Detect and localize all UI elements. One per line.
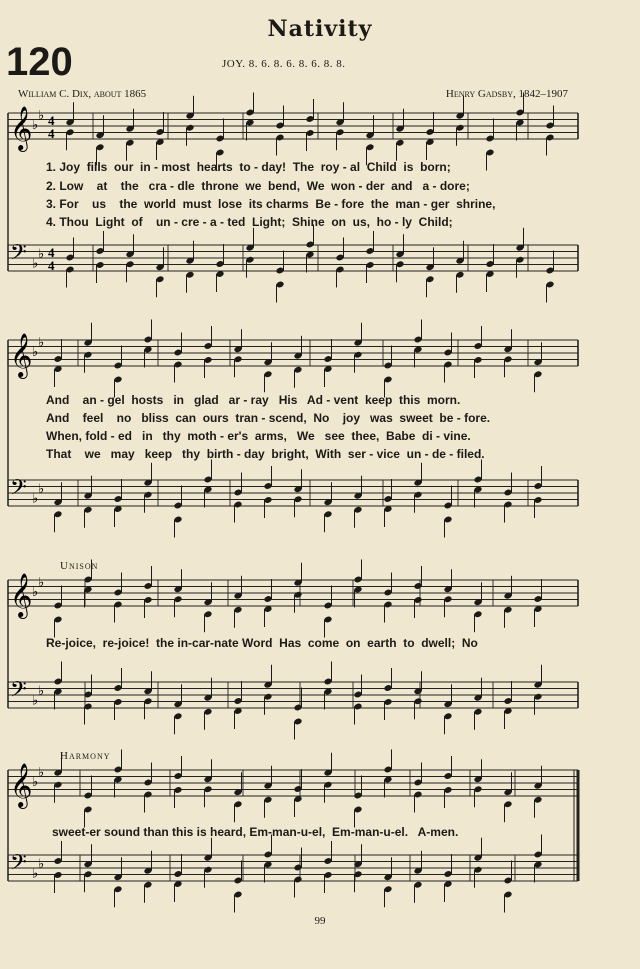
flat-icon: ♭ <box>38 334 45 350</box>
bass-clef-icon: 𝄢 <box>10 850 27 881</box>
system4-lyric: sweet-er sound than this is heard, Em-man-u-el, Em-man-u-el. A-men. <box>52 825 459 839</box>
bass-clef-icon: 𝄢 <box>10 677 27 708</box>
tune-meter: JOY. 8. 6. 8. 6. 8. 6. 8. 8. <box>222 58 346 70</box>
time-signature-top: 4 <box>48 245 55 260</box>
flat-icon: ♭ <box>32 344 39 359</box>
flat-icon: ♭ <box>32 584 39 599</box>
flat-icon: ♭ <box>32 255 39 271</box>
flat-icon: ♭ <box>32 692 39 708</box>
flat-icon: ♭ <box>38 855 45 871</box>
flat-icon: ♭ <box>32 117 39 132</box>
flat-icon: ♭ <box>38 480 45 496</box>
time-signature-bottom: 4 <box>48 126 55 141</box>
composer-credit: Henry Gadsby, 1842–1907 <box>445 88 568 100</box>
system1-verse-4: 4. Thou Light of un - cre - a - ted Light; Shine on us, ho - ly Child; <box>46 215 453 229</box>
system2-verse-4: That we may keep thy birth - day bright, With ser - vice un - de - filed. <box>46 447 485 461</box>
flat-icon: ♭ <box>38 764 45 780</box>
system2-verse-3: When, fold - ed in thy moth - er's arms, We see thee, Babe di - vine. <box>46 429 471 443</box>
treble-clef-icon: 𝄞 <box>10 763 33 807</box>
flat-icon: ♭ <box>38 107 45 123</box>
flat-icon: ♭ <box>38 245 45 261</box>
unison-label: Unison <box>60 560 99 572</box>
author-credit: William C. Dix, about 1865 <box>18 88 147 100</box>
system1-verse-2: 2. Low at the cra - dle throne we bend, We won - der and a - dore; <box>46 179 470 193</box>
hymn-number: 120 <box>6 40 73 84</box>
flat-icon: ♭ <box>38 574 45 590</box>
system2-verse-2: And feel no bliss can ours tran - scend, No joy was sweet be - fore. <box>46 411 491 425</box>
treble-clef-icon: 𝄞 <box>10 333 33 377</box>
treble-clef-icon: 𝄞 <box>10 106 33 150</box>
flat-icon: ♭ <box>32 774 39 789</box>
harmony-label: Harmony <box>60 750 111 762</box>
bass-clef-icon: 𝄢 <box>10 475 27 506</box>
treble-clef-icon: 𝄞 <box>10 573 33 617</box>
bass-clef-icon: 𝄢 <box>10 240 27 271</box>
flat-icon: ♭ <box>32 865 39 881</box>
page-number: 99 <box>314 915 326 927</box>
system3-lyric: Re-joice, re-joice! the in-car-nate Word Has come on earth to dwell; No <box>46 636 478 650</box>
system1-verse-1: 1. Joy fills our in - most hearts to - day! The roy - al Child is born; <box>46 160 451 174</box>
time-signature-top: 4 <box>48 113 55 128</box>
flat-icon: ♭ <box>38 682 45 698</box>
flat-icon: ♭ <box>32 490 39 506</box>
system1-verse-3: 3. For us the world must lose its charms Be - fore the man - ger shrine, <box>46 197 496 211</box>
hymn-title: Nativity <box>267 16 373 42</box>
time-signature-bottom: 4 <box>48 258 55 273</box>
system2-verse-1: And an - gel hosts in glad ar - ray His Ad - vent keep this morn. <box>46 393 461 407</box>
